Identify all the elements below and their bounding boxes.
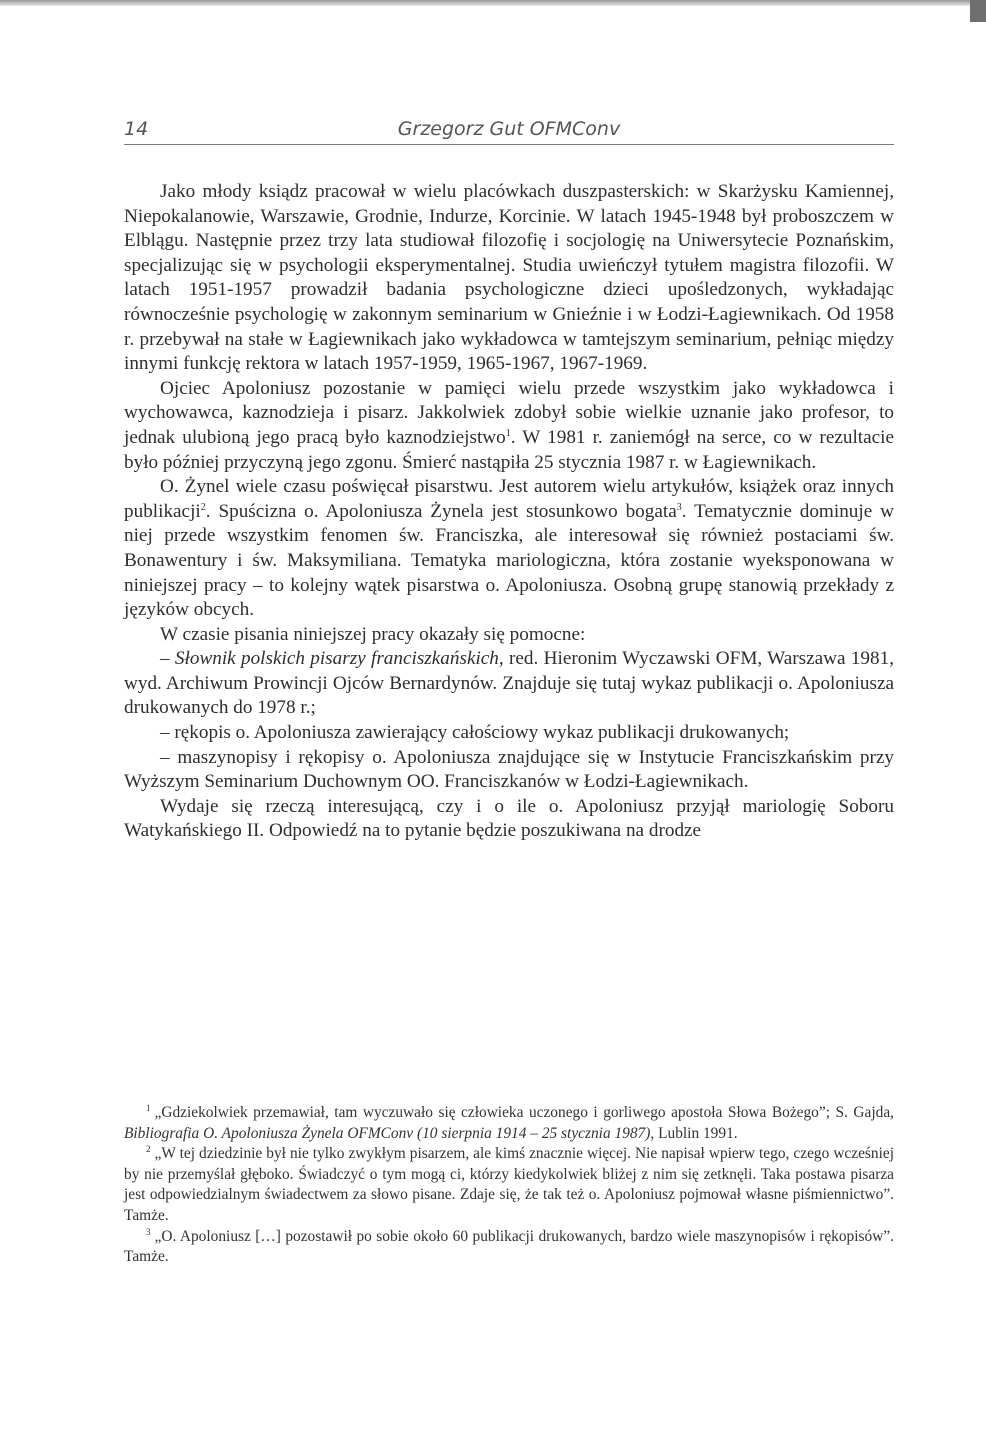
page-number: 14 <box>124 118 149 140</box>
footnote-ref-2[interactable]: 2 <box>200 501 206 513</box>
footnote-3 <box>124 1227 894 1268</box>
footnote-1 <box>124 1103 894 1144</box>
paragraph-3-text-c: . Tematycznie dominuje w niej przede wszystkim fenomen św. Franciszka, ale interesował się również postaciami św. Bonawentury i św. Maksymiliana. Tematyka mariologiczna, która zostanie wyeksponowana w niniejszej pracy – to kolejny wątek pisarstwa o. Apoloniusza. Osobną grupę stanowią przekłady z języków obcych. <box>124 500 894 621</box>
footnote-1-number: 1 <box>146 1103 151 1113</box>
footnotes-section <box>124 1103 894 1268</box>
scan-corner-mark <box>970 0 986 22</box>
paragraph-2-text-a: Ojciec Apoloniusz pozostanie w pamięci wielu przede wszystkim jako wykładowca i wychowawca, kaznodzieja i pisarz. Jakkolwiek zdobył sobie wielkie uznanie jako profesor, to jednak ulubioną jego pracą było kaznodziejstwo <box>124 377 894 448</box>
list-dash: – <box>160 648 175 670</box>
footnote-2 <box>124 1144 894 1226</box>
running-header <box>124 116 894 145</box>
footnote-3-number: 3 <box>146 1226 151 1237</box>
paragraph-2 <box>124 377 894 475</box>
paragraph-4: W czasie pisania niniejszej pracy okazały się pomocne: <box>160 623 586 645</box>
list-item-slownik-rest: , red. Hieronim Wyczawski OFM, Warszawa 1981, wyd. Archiwum Prowincji Ojców Bernardynów. Znajduje się tutaj wykaz publikacji o. Apoloniusza drukowanych do 1978 r.; <box>124 648 895 719</box>
paragraph-3 <box>124 475 894 623</box>
paragraph-final: Wydaje się rzeczą interesującą, czy i o ile o. Apoloniusz przyjął mariologię Soboru Watykańskiego II. Odpowiedź na to pytanie będzie poszukiwana na drodze <box>124 795 894 842</box>
list-item-maszynopisy: – maszynopisy i rękopisy o. Apoloniusza znajdujące się w Instytucie Franciszkańskim przy Wyższym Seminarium Duchownym OO. Franciszkanów w Łodzi-Łagiewnikach. <box>124 746 894 793</box>
footnote-2-text: „W tej dziedzinie był nie tylko zwykłym pisarzem, ale kimś znacznie więcej. Nie napisał wpierw tego, czego wcześniej by nie przemyślał głęboko. Świadczyć o tym mogą ci, którzy kiedykolwiek bliżej z nim się zetknęli. Taka postawa pisarza jest odpowiedzialnym świadectwem za słowo pisane. Zdaje się, że tak też o. Apoloniusz pojmował własne piśmiennictwo”. Tamże. <box>124 1145 894 1224</box>
top-edge-rule <box>0 0 986 6</box>
footnote-3-text: „O. Apoloniusz […] pozostawił po sobie około 60 publikacji drukowanych, bardzo wiele maszynopisów i rękopisów”. Tamże. <box>124 1227 894 1266</box>
footnote-1-title: Bibliografia O. Apoloniusza Żynela OFMConv (10 sierpnia 1914 – 25 stycznia 1987) <box>124 1124 651 1142</box>
list-item-rekopis: – rękopis o. Apoloniusza zawierający całościowy wykaz publikacji drukowanych; <box>160 722 790 744</box>
paragraph-1: Jako młody ksiądz pracował w wielu placówkach duszpasterskich: w Skarżysku Kamiennej, Niepokalanowie, Warszawie, Grodnie, Indurze, Korcinie. W latach 1945-1948 był proboszczem w Elblągu. Następnie przez trzy lata studiował filozofię i socjologię na Uniwersytecie Poznańskim, specjalizując się w psychologii eksperymentalnej. Studia uwieńczył tytułem magistra filozofii. W latach 1951-1957 prowadził badania psychologiczne dzieci upośledzonych, wykładając równocześnie psychologię w zakonnym seminarium w Gnieźnie i w Łodzi-Łagiewnikach. Od 1958 r. przebywał na stałe w Łagiewnikach jako wykładowca w tamtejszym seminarium, pełniąc między innymi funkcję rektora w latach 1957-1959, 1965-1967, 1967-1969. <box>124 181 894 375</box>
footnote-ref-3[interactable]: 3 <box>676 501 682 513</box>
main-text <box>124 180 894 844</box>
book-title-slownik: Słownik polskich pisarzy franciszkańskich <box>174 648 499 670</box>
footnote-2-number: 2 <box>146 1144 151 1155</box>
footnote-1-text-b: , Lublin 1991. <box>650 1124 738 1142</box>
paragraph-2-text-b: . W 1981 r. zaniemógł na serce, co w rezultacie było później przyczyną jego zgonu. Śmierć nastąpiła 25 stycznia 1987 r. w Łagiewnikach. <box>124 426 894 473</box>
footnote-1-text-a: „Gdziekolwiek przemawiał, tam wyczuwało się człowieka uczonego i gorliwego apostoła Słowa Bożego”; S. Gajda, <box>154 1104 894 1121</box>
running-head-title: Grzegorz Gut OFMConv <box>397 118 621 140</box>
footnote-ref-1[interactable]: 1 <box>505 427 511 439</box>
list-item-slownik <box>124 647 894 721</box>
paragraph-3-text-b: . Spuścizna o. Apoloniusza Żynela jest stosunkowo bogata <box>205 500 677 522</box>
paragraph-3-text-a: O. Żynel wiele czasu poświęcał pisarstwu. Jest autorem wielu artykułów, książek oraz innych publikacji <box>124 476 894 522</box>
